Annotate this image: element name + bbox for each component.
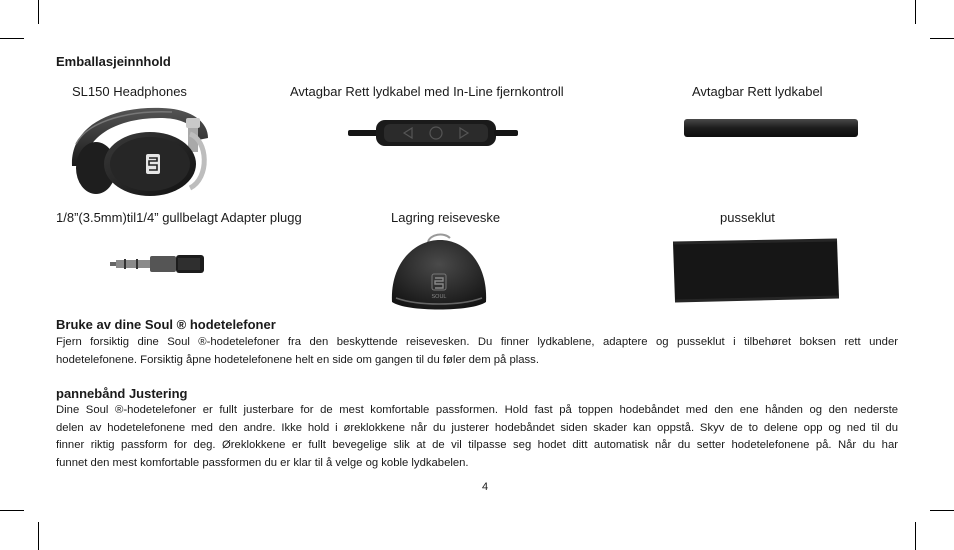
headband-line: finner riktig passform for deg. Øreklokkene er fullt bevegelige slik at de vil tilpasse seg hodet ditt automatisk når du setter hodetelefonene på. Når du har — [56, 439, 898, 451]
usage-paragraph — [56, 334, 898, 369]
item-label-travel-case: Lagring reiseveske — [391, 210, 501, 225]
straight-cable-image — [684, 117, 858, 139]
remote-cable-image — [348, 116, 518, 150]
item-label-remote-cable: Avtagbar Rett lydkabel med In-Line fjernkontroll — [290, 84, 564, 99]
usage-heading: Bruke av dine Soul ® hodetelefoner — [56, 317, 276, 332]
crop-mark — [930, 38, 954, 39]
crop-mark — [0, 38, 24, 39]
crop-mark — [915, 522, 916, 550]
headband-line: funnet den mest komfortable passformen du er klar til å velge og koble lydkabelen. — [56, 456, 469, 469]
travel-case-image — [388, 228, 490, 314]
crop-mark — [930, 510, 954, 511]
crop-mark — [38, 0, 39, 24]
crop-mark — [0, 510, 24, 511]
item-label-adapter: 1/8”(3.5mm)til1/4” gullbelagt Adapter plugg — [56, 210, 302, 225]
packaging-heading: Emballasjeinnhold — [56, 54, 171, 69]
headphones-image — [62, 104, 212, 198]
headband-heading: pannebånd Justering — [56, 386, 188, 401]
item-label-headphones: SL150 Headphones — [72, 84, 187, 99]
crop-mark — [38, 522, 39, 550]
page-number: 4 — [482, 481, 489, 493]
headband-line: delen av hodetelefonene med den andre. Ikke hold i øreklokkene når du justerer hodebåndet siden skader kan oppstå. Skyv de to delene opp og ned til du — [56, 421, 898, 434]
crop-mark — [915, 0, 916, 24]
item-label-straight-cable: Avtagbar Rett lydkabel — [692, 84, 823, 99]
headband-paragraph — [56, 402, 898, 472]
headband-line: Dine Soul ®-hodetelefoner er fullt justerbare for de mest komfortable passformen. Hold fast på toppen hodebåndet med den ene hånden og den nederste — [56, 404, 898, 416]
item-label-cleaning-cloth: pusseklut — [720, 210, 775, 225]
usage-line: Fjern forsiktig dine Soul ®-hodetelefoner fra den beskyttende reisevesken. Du finner lydkablene, adaptere og pusseklut i tilbehøret boksen rett under — [56, 336, 898, 348]
usage-line: hodetelefonene. Forsiktig åpne hodetelefonene helt en side om gangen til du føler dem på plass. — [56, 353, 539, 366]
adapter-plug-image — [110, 253, 208, 275]
case-logo-text: SOUL — [431, 294, 447, 300]
cleaning-cloth-image — [669, 237, 841, 303]
